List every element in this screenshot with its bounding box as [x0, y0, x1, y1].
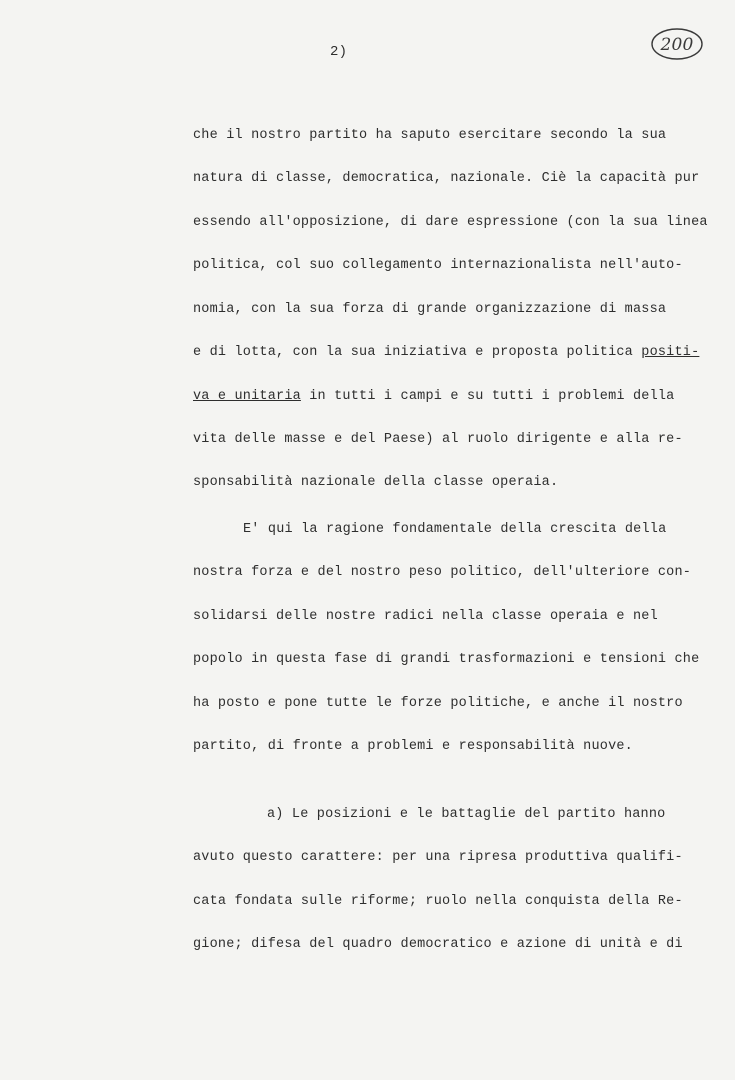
text-segment: e di lotta, con la sua iniziativa e proposta politica	[193, 345, 642, 360]
text-line: avuto questo carattere: per una ripresa produttiva qualifi-	[193, 850, 683, 865]
text-line: sponsabilità nazionale della classe operaia.	[193, 475, 559, 490]
text-line: E' qui la ragione fondamentale della crescita della	[243, 522, 667, 537]
text-line: cata fondata sulle riforme; ruolo nella conquista della Re-	[193, 894, 683, 909]
text-line: nostra forza e del nostro peso politico, dell'ulteriore con-	[193, 565, 692, 580]
page-number: 2)	[330, 44, 348, 60]
text-line: ha posto e pone tutte le forze politiche, e anche il nostro	[193, 696, 683, 711]
text-line: che il nostro partito ha saputo esercitare secondo la sua	[193, 128, 667, 143]
text-line: natura di classe, democratica, nazionale. Ciè la capacità pur	[193, 171, 700, 186]
text-line: vita delle masse e del Paese) al ruolo dirigente e alla re-	[193, 432, 683, 447]
text-line: solidarsi delle nostre radici nella classe operaia e nel	[193, 609, 658, 624]
underlined-text: positi-	[641, 345, 700, 360]
text-line	[193, 345, 699, 360]
text-line: partito, di fronte a problemi e responsabilità nuove.	[193, 739, 633, 754]
text-segment: in tutti i campi e su tutti i problemi della	[300, 389, 675, 404]
text-line: gione; difesa del quadro democratico e azione di unità e di	[193, 937, 683, 952]
text-line: popolo in questa fase di grandi trasformazioni e tensioni che	[193, 652, 700, 667]
text-line: a) Le posizioni e le battaglie del partito hanno	[267, 807, 666, 822]
text-line: politica, col suo collegamento internazionalista nell'auto-	[193, 258, 683, 273]
text-line: nomia, con la sua forza di grande organizzazione di massa	[193, 302, 667, 317]
stamp-text: 200	[660, 35, 694, 55]
stamp-icon	[650, 26, 704, 62]
text-line: essendo all'opposizione, di dare espressione (con la sua linea	[193, 215, 708, 230]
text-line	[193, 389, 674, 404]
underlined-text: va e unitaria	[193, 389, 301, 404]
page-stamp	[650, 26, 704, 62]
